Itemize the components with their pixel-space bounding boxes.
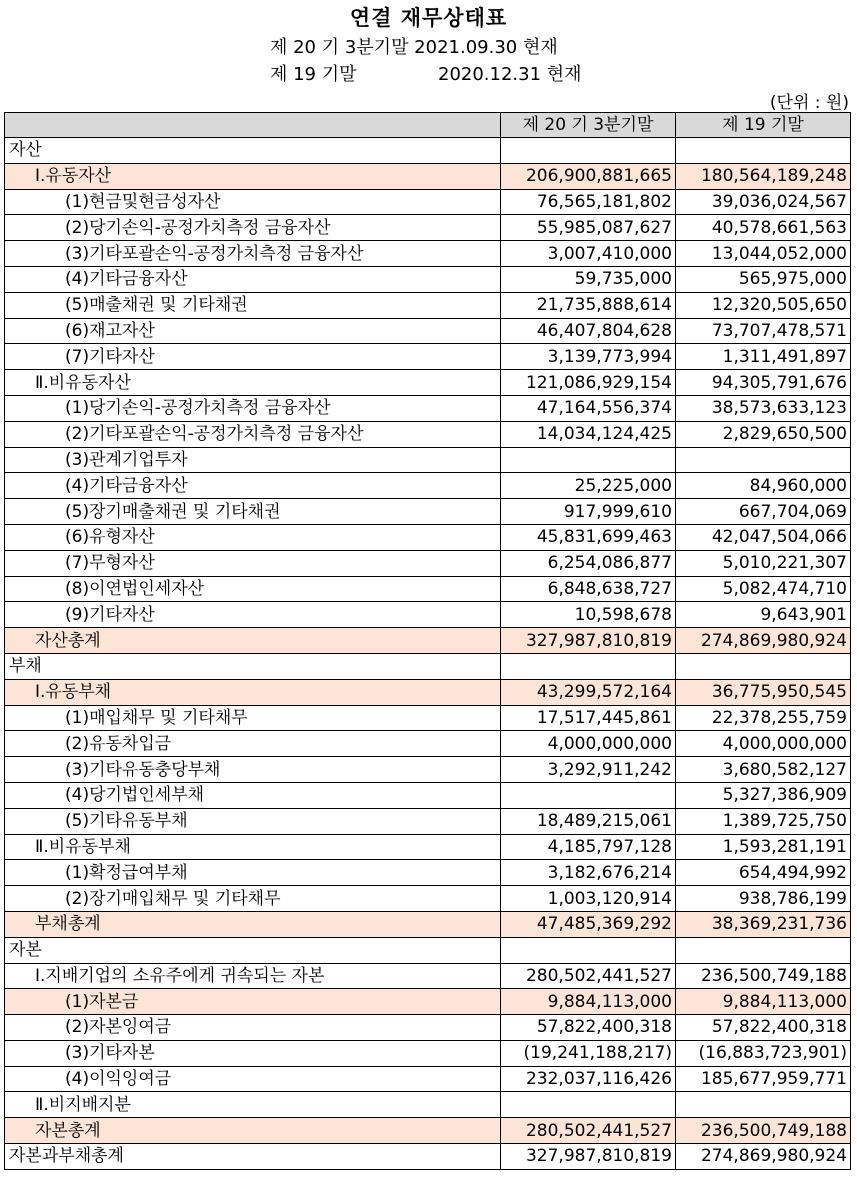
table-row bbox=[5, 241, 851, 267]
row-label: (3)기타자본 bbox=[5, 1040, 501, 1066]
value-prior bbox=[676, 937, 851, 963]
table-row bbox=[5, 911, 851, 937]
value-current: 21,735,888,614 bbox=[501, 292, 676, 318]
value-current: 917,999,610 bbox=[501, 499, 676, 525]
value-prior: 236,500,749,188 bbox=[676, 963, 851, 989]
row-label: (5)기타유동부채 bbox=[5, 808, 501, 834]
value-current: 25,225,000 bbox=[501, 473, 676, 499]
table-row bbox=[5, 421, 851, 447]
value-prior: 654,494,992 bbox=[676, 860, 851, 886]
row-label: (3)관계기업투자 bbox=[5, 447, 501, 473]
value-current: 9,884,113,000 bbox=[501, 989, 676, 1015]
table-row bbox=[5, 808, 851, 834]
value-prior bbox=[676, 653, 851, 679]
table-row bbox=[5, 1144, 851, 1170]
value-prior: 9,643,901 bbox=[676, 602, 851, 628]
document-title: 연결 재무상태표 bbox=[349, 6, 508, 30]
row-label: (4)기타금융자산 bbox=[5, 473, 501, 499]
header-current: 제 20 기 3분기말 bbox=[501, 113, 676, 138]
value-prior: 38,369,231,736 bbox=[676, 911, 851, 937]
value-prior: 73,707,478,571 bbox=[676, 318, 851, 344]
table-header-row bbox=[5, 113, 851, 138]
value-prior: 565,975,000 bbox=[676, 266, 851, 292]
row-label: Ⅰ.유동자산 bbox=[5, 163, 501, 189]
period-current: 제 20 기 3분기말 2021.09.30 현재 bbox=[270, 37, 558, 58]
value-prior: 36,775,950,545 bbox=[676, 679, 851, 705]
value-prior: 236,500,749,188 bbox=[676, 1118, 851, 1144]
row-label: (2)유동차입금 bbox=[5, 731, 501, 757]
row-label: (3)기타포괄손익-공정가치측정 금융자산 bbox=[5, 241, 501, 267]
value-current bbox=[501, 937, 676, 963]
table-row bbox=[5, 628, 851, 654]
value-current: 4,185,797,128 bbox=[501, 834, 676, 860]
value-current bbox=[501, 653, 676, 679]
value-prior: 1,389,725,750 bbox=[676, 808, 851, 834]
table-row bbox=[5, 1092, 851, 1118]
value-prior: 274,869,980,924 bbox=[676, 1144, 851, 1170]
value-prior: 274,869,980,924 bbox=[676, 628, 851, 654]
value-prior: 5,082,474,710 bbox=[676, 576, 851, 602]
value-prior: 12,320,505,650 bbox=[676, 292, 851, 318]
value-current: 46,407,804,628 bbox=[501, 318, 676, 344]
table-row bbox=[5, 370, 851, 396]
value-current: 327,987,810,819 bbox=[501, 628, 676, 654]
table-row bbox=[5, 576, 851, 602]
value-current: 17,517,445,861 bbox=[501, 705, 676, 731]
period-prior-date: 2020.12.31 현재 bbox=[438, 64, 582, 85]
row-label: Ⅰ.유동부채 bbox=[5, 679, 501, 705]
value-current: 45,831,699,463 bbox=[501, 524, 676, 550]
value-prior: 42,047,504,066 bbox=[676, 524, 851, 550]
table-row bbox=[5, 524, 851, 550]
table-row bbox=[5, 1118, 851, 1144]
value-prior: 40,578,661,563 bbox=[676, 215, 851, 241]
value-prior: 9,884,113,000 bbox=[676, 989, 851, 1015]
table-row bbox=[5, 834, 851, 860]
value-current bbox=[501, 138, 676, 164]
value-prior: 5,327,386,909 bbox=[676, 782, 851, 808]
table-row bbox=[5, 447, 851, 473]
row-label: (4)당기법인세부채 bbox=[5, 782, 501, 808]
row-label: 부채 bbox=[5, 653, 501, 679]
value-current: 4,000,000,000 bbox=[501, 731, 676, 757]
value-prior: 180,564,189,248 bbox=[676, 163, 851, 189]
row-label: (1)매입채무 및 기타채무 bbox=[5, 705, 501, 731]
row-label: (2)기타포괄손익-공정가치측정 금융자산 bbox=[5, 421, 501, 447]
value-current: 3,182,676,214 bbox=[501, 860, 676, 886]
row-label: (8)이연법인세자산 bbox=[5, 576, 501, 602]
row-label: (2)장기매입채무 및 기타채무 bbox=[5, 886, 501, 912]
row-label: Ⅱ.비유동부채 bbox=[5, 834, 501, 860]
value-prior: 84,960,000 bbox=[676, 473, 851, 499]
table-row bbox=[5, 937, 851, 963]
value-current: 43,299,572,164 bbox=[501, 679, 676, 705]
value-current: 280,502,441,527 bbox=[501, 1118, 676, 1144]
value-current: 76,565,181,802 bbox=[501, 189, 676, 215]
row-label: (2)자본잉여금 bbox=[5, 1015, 501, 1041]
value-current: 55,985,087,627 bbox=[501, 215, 676, 241]
table-row bbox=[5, 705, 851, 731]
row-label: 부채총계 bbox=[5, 911, 501, 937]
table-row bbox=[5, 860, 851, 886]
table-row bbox=[5, 1015, 851, 1041]
table-row bbox=[5, 550, 851, 576]
row-label: (6)재고자산 bbox=[5, 318, 501, 344]
row-label: (5)장기매출채권 및 기타채권 bbox=[5, 499, 501, 525]
table-row bbox=[5, 138, 851, 164]
table-row bbox=[5, 215, 851, 241]
row-label: (4)이익잉여금 bbox=[5, 1066, 501, 1092]
value-prior: 13,044,052,000 bbox=[676, 241, 851, 267]
table-row bbox=[5, 292, 851, 318]
row-label: (1)당기손익-공정가치측정 금융자산 bbox=[5, 395, 501, 421]
row-label: (1)현금및현금성자산 bbox=[5, 189, 501, 215]
value-current bbox=[501, 1092, 676, 1118]
table-row bbox=[5, 679, 851, 705]
value-current: 3,139,773,994 bbox=[501, 344, 676, 370]
row-label: 자본총계 bbox=[5, 1118, 501, 1144]
value-prior: (16,883,723,901) bbox=[676, 1040, 851, 1066]
value-prior bbox=[676, 1092, 851, 1118]
row-label: 자본과부채총계 bbox=[5, 1144, 501, 1170]
table-row bbox=[5, 886, 851, 912]
row-label: (6)유형자산 bbox=[5, 524, 501, 550]
value-current: 3,007,410,000 bbox=[501, 241, 676, 267]
table-row bbox=[5, 344, 851, 370]
table-row bbox=[5, 963, 851, 989]
table-row bbox=[5, 782, 851, 808]
value-current bbox=[501, 447, 676, 473]
value-prior: 38,573,633,123 bbox=[676, 395, 851, 421]
row-label: 자산 bbox=[5, 138, 501, 164]
row-label: (4)기타금융자산 bbox=[5, 266, 501, 292]
row-label: 자산총계 bbox=[5, 628, 501, 654]
value-current: 10,598,678 bbox=[501, 602, 676, 628]
row-label: Ⅱ.비지배지분 bbox=[5, 1092, 501, 1118]
value-current: 6,848,638,727 bbox=[501, 576, 676, 602]
table-row bbox=[5, 499, 851, 525]
value-prior: 938,786,199 bbox=[676, 886, 851, 912]
value-current: 1,003,120,914 bbox=[501, 886, 676, 912]
table-row bbox=[5, 653, 851, 679]
table-row bbox=[5, 163, 851, 189]
value-prior: 3,680,582,127 bbox=[676, 757, 851, 783]
table-row bbox=[5, 731, 851, 757]
row-label: (7)무형자산 bbox=[5, 550, 501, 576]
value-prior: 4,000,000,000 bbox=[676, 731, 851, 757]
row-label: Ⅰ.지배기업의 소유주에게 귀속되는 자본 bbox=[5, 963, 501, 989]
header-prior: 제 19 기말 bbox=[676, 113, 851, 138]
value-current: 59,735,000 bbox=[501, 266, 676, 292]
value-current: (19,241,188,217) bbox=[501, 1040, 676, 1066]
value-prior: 22,378,255,759 bbox=[676, 705, 851, 731]
value-current: 14,034,124,425 bbox=[501, 421, 676, 447]
value-current: 232,037,116,426 bbox=[501, 1066, 676, 1092]
row-label: (5)매출채권 및 기타채권 bbox=[5, 292, 501, 318]
row-label: Ⅱ.비유동자산 bbox=[5, 370, 501, 396]
value-prior: 57,822,400,318 bbox=[676, 1015, 851, 1041]
period-prior-label: 제 19 기말 bbox=[270, 64, 357, 85]
table-row bbox=[5, 266, 851, 292]
value-prior bbox=[676, 447, 851, 473]
value-prior: 1,311,491,897 bbox=[676, 344, 851, 370]
balance-sheet-table bbox=[4, 112, 851, 1170]
value-current: 280,502,441,527 bbox=[501, 963, 676, 989]
row-label: (7)기타자산 bbox=[5, 344, 501, 370]
table-row bbox=[5, 189, 851, 215]
table-row bbox=[5, 318, 851, 344]
value-current: 327,987,810,819 bbox=[501, 1144, 676, 1170]
table-row bbox=[5, 473, 851, 499]
value-current: 18,489,215,061 bbox=[501, 808, 676, 834]
table-row bbox=[5, 989, 851, 1015]
value-prior: 94,305,791,676 bbox=[676, 370, 851, 396]
table-row bbox=[5, 602, 851, 628]
value-prior bbox=[676, 138, 851, 164]
row-label: (9)기타자산 bbox=[5, 602, 501, 628]
row-label: 자본 bbox=[5, 937, 501, 963]
table-row bbox=[5, 757, 851, 783]
value-prior: 1,593,281,191 bbox=[676, 834, 851, 860]
value-current bbox=[501, 782, 676, 808]
value-prior: 5,010,221,307 bbox=[676, 550, 851, 576]
row-label: (2)당기손익-공정가치측정 금융자산 bbox=[5, 215, 501, 241]
row-label: (3)기타유동충당부채 bbox=[5, 757, 501, 783]
unit-label: (단위 : 원) bbox=[769, 93, 849, 113]
value-current: 47,485,369,292 bbox=[501, 911, 676, 937]
value-current: 6,254,086,877 bbox=[501, 550, 676, 576]
table-row bbox=[5, 1040, 851, 1066]
value-prior: 185,677,959,771 bbox=[676, 1066, 851, 1092]
row-label: (1)확정급여부채 bbox=[5, 860, 501, 886]
value-prior: 667,704,069 bbox=[676, 499, 851, 525]
header-label bbox=[5, 113, 501, 138]
value-prior: 39,036,024,567 bbox=[676, 189, 851, 215]
table-row bbox=[5, 395, 851, 421]
table-row bbox=[5, 1066, 851, 1092]
value-current: 57,822,400,318 bbox=[501, 1015, 676, 1041]
value-prior: 2,829,650,500 bbox=[676, 421, 851, 447]
value-current: 47,164,556,374 bbox=[501, 395, 676, 421]
value-current: 206,900,881,665 bbox=[501, 163, 676, 189]
value-current: 3,292,911,242 bbox=[501, 757, 676, 783]
row-label: (1)자본금 bbox=[5, 989, 501, 1015]
value-current: 121,086,929,154 bbox=[501, 370, 676, 396]
